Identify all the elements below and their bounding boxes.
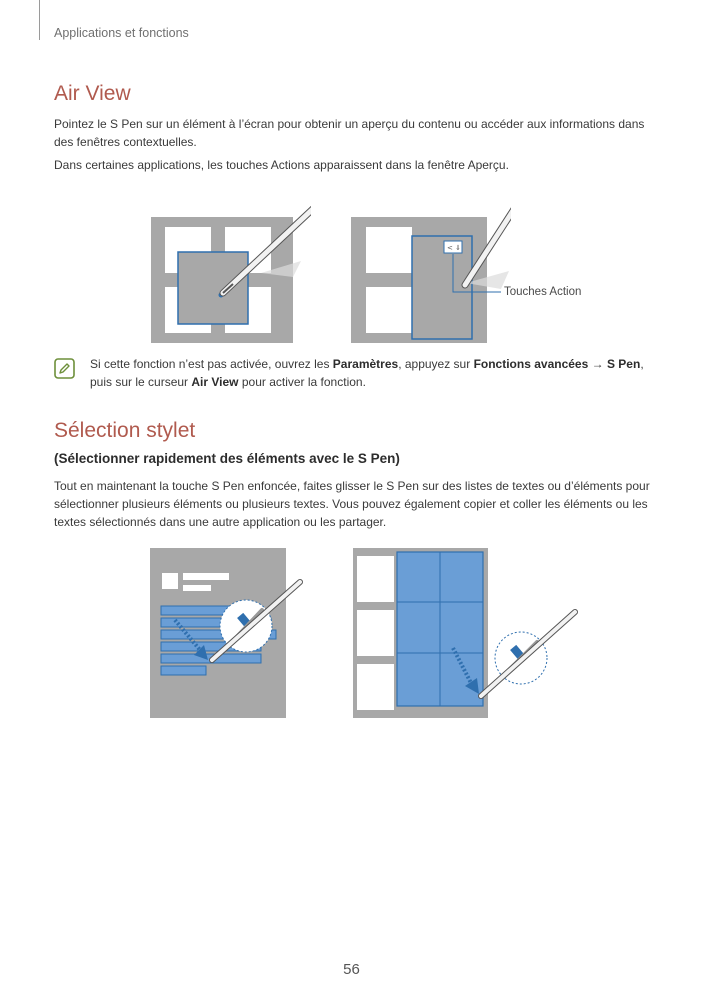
- selection-illustration-grid: [353, 548, 583, 720]
- page-number: 56: [343, 961, 360, 978]
- running-header: Applications et fonctions: [54, 26, 189, 40]
- list-line: [183, 585, 211, 591]
- selection-paragraph: Tout en maintenant la touche S Pen enfoncée, faites glisser le S Pen sur des listes de textes ou d’éléments pour sélectionner plusieurs éléments ou plusieurs textes. Vous pouvez également copier et coller les éléments ou les textes sélectionnés dans une autre application ou les partager.: [54, 479, 650, 529]
- air-view-paragraph-1: Pointez le S Pen sur un élément à l’écran pour obtenir un aperçu du contenu ou accéder aux informations dans des fenêtres contextuelles.: [54, 117, 645, 149]
- list-avatar: [162, 573, 178, 589]
- preview-window: [178, 252, 248, 324]
- air-view-illustration-preview: [151, 203, 311, 345]
- thumbnail: [357, 556, 394, 602]
- bold-fonctions-avancees: Fonctions avancées: [473, 357, 589, 371]
- selection-illustration-text-list: [150, 548, 310, 720]
- list-line: [183, 573, 229, 580]
- thumbnail: [357, 610, 394, 656]
- air-view-illustration-actions: [351, 203, 511, 345]
- section-title-air-view: Air View: [54, 82, 131, 105]
- section-title-selection-stylet: Sélection stylet: [54, 419, 196, 442]
- share-icon: < ⇓: [447, 244, 461, 252]
- note-text: Si cette fonction n’est pas activée, ouvrez les Paramètres, appuyez sur Fonctions avancées → S Pen, puis sur le curseur Air View pour activer la fonction.: [90, 357, 644, 389]
- thumbnail: [357, 664, 394, 710]
- air-view-paragraph-2: Dans certaines applications, les touches Actions apparaissent dans la fenêtre Aperçu.: [54, 158, 509, 172]
- bold-parametres: Paramètres: [332, 357, 399, 371]
- note-pencil-icon: [54, 358, 75, 379]
- header-rule: [39, 0, 40, 40]
- bold-air-view: Air View: [191, 375, 239, 389]
- touches-action-callout: Touches Action: [504, 286, 582, 298]
- thumbnail: [366, 287, 412, 333]
- selection-subtitle: (Sélectionner rapidement des éléments avec le S Pen): [54, 451, 400, 466]
- thumbnail: [366, 227, 412, 273]
- bold-s-pen: S Pen: [606, 357, 641, 371]
- selected-text-line: [161, 666, 206, 675]
